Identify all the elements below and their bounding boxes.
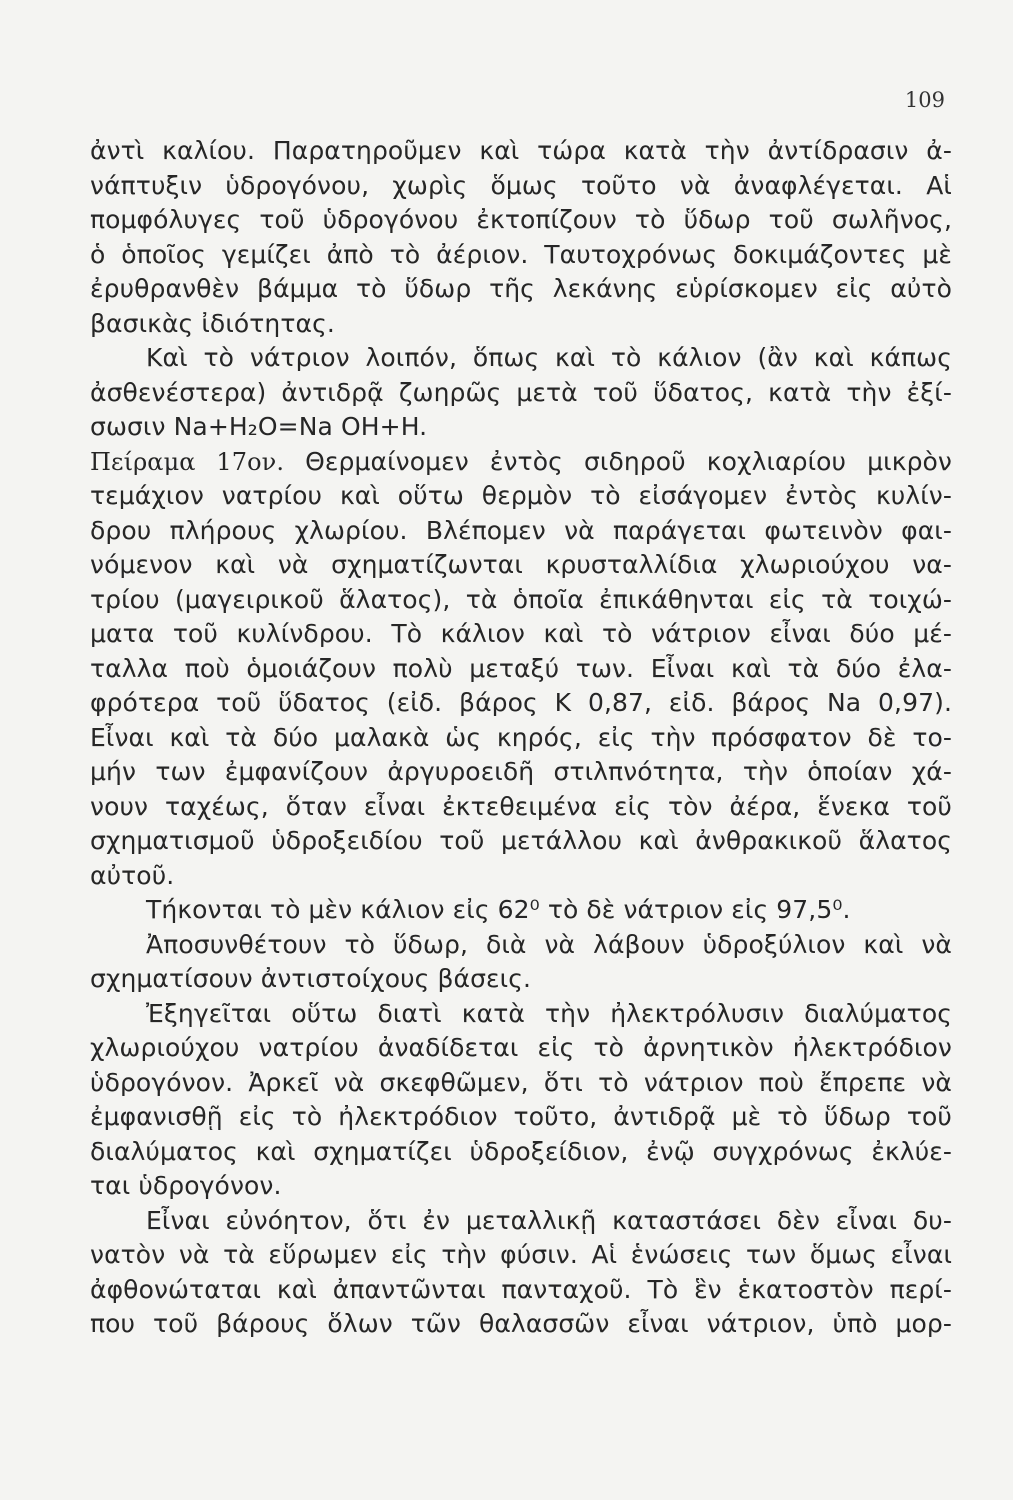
experiment-line xyxy=(90,445,952,480)
text-line: ἀσθενέστερα) ἀντιδρᾷ ζωηρῶς μετὰ τοῦ ὕδατος, κατὰ τὴν ἐξί- xyxy=(90,377,952,407)
text-line: νατὸν νὰ τὰ εὕρωμεν εἰς τὴν φύσιν. Αἱ ἑνώσεις των ὅμως εἶναι xyxy=(90,1240,952,1269)
text-line: τρίου (μαγειρικοῦ ἅλατος), τὰ ὁποῖα ἐπικάθηνται εἰς τὰ τοιχώ- xyxy=(90,584,952,614)
text-line: Ἐξηγεῖται οὕτω διατὶ κατὰ τὴν ἠλεκτρόλυσιν διαλύματος xyxy=(146,998,952,1028)
text-line: Εἶναι καὶ τὰ δύο μαλακὰ ὡς κηρός, εἰς τὴν πρόσφατον δὲ το- xyxy=(90,722,952,752)
text-line: Καὶ τὸ νάτριον λοιπόν, ὅπως καὶ τὸ κάλιον (ἂν καὶ κάπως xyxy=(146,343,952,372)
text-line: μήν των ἐμφανίζουν ἀργυροειδῆ στιλπνότητα, τὴν ὁποίαν χά- xyxy=(90,757,952,786)
text-line: διαλύματος καὶ σχηματίζει ὑδροξείδιον, ἐνῷ συγχρόνως ἐκλύε- xyxy=(90,1136,952,1166)
text-line: που τοῦ βάρους ὅλων τῶν θαλασσῶν εἶναι νάτριον, ὑπὸ μορ- xyxy=(90,1309,952,1338)
text-line: Ἀποσυνθέτουν τὸ ὕδωρ, διὰ νὰ λάβουν ὑδροξύλιον καὶ νὰ xyxy=(146,929,952,959)
text-line: ἀντὶ καλίου. Παρατηροῦμεν καὶ τώρα κατὰ τὴν ἀντίδρασιν ἀ- xyxy=(90,136,952,165)
text-line: αὐτοῦ. xyxy=(90,860,175,890)
text-line: ται ὑδρογόνον. xyxy=(90,1171,282,1200)
text-line: ἐμφανισθῇ εἰς τὸ ἠλεκτρόδιον τοῦτο, ἀντιδρᾷ μὲ τὸ ὕδωρ τοῦ xyxy=(90,1102,952,1131)
text-line: ἐρυθρανθὲν βάμμα τὸ ὕδωρ τῆς λεκάνης εὑρίσκομεν εἰς αὐτὸ xyxy=(90,274,952,303)
text-line: σωσιν Na+H₂O=Na OH+H. xyxy=(90,412,428,441)
experiment-heading: Πείραμα 17ον. xyxy=(90,447,285,476)
text-line: νόμενον καὶ νὰ σχηματίζωνται κρυσταλλίδια χλωριούχου να- xyxy=(90,550,952,579)
text-line: φρότερα τοῦ ὕδατος (εἰδ. βάρος K 0,87, εἰδ. βάρος Na 0,97). xyxy=(90,688,952,717)
text-line: χλωριούχου νατρίου ἀναδίδεται εἰς τὸ ἀρνητικὸν ἠλεκτρόδιον xyxy=(90,1033,952,1062)
text-line: βασικὰς ἰδιότητας. xyxy=(90,308,335,338)
body-text xyxy=(90,134,952,1342)
text-line: τεμάχιον νατρίου καὶ οὕτω θερμὸν τὸ εἰσάγομεν ἐντὸς κυλίν- xyxy=(90,481,952,510)
text-line: σχηματίσουν ἀντιστοίχους βάσεις. xyxy=(90,964,532,993)
text-line: νουν ταχέως, ὅταν εἶναι ἐκτεθειμένα εἰς τὸν ἀέρα, ἕνεκα τοῦ xyxy=(90,791,952,821)
text-line: δρου πλήρους χλωρίου. Βλέπομεν νὰ παράγεται φωτεινὸν φαι- xyxy=(90,515,952,545)
text-line: Τήκονται τὸ μὲν κάλιον εἰς 62⁰ τὸ δὲ νάτριον εἰς 97,5⁰. xyxy=(146,895,851,924)
text-line: ὁ ὁποῖος γεμίζει ἀπὸ τὸ ἀέριον. Ταυτοχρόνως δοκιμάζοντες μὲ xyxy=(90,239,952,269)
text-line: ματα τοῦ κυλίνδρου. Τὸ κάλιον καὶ τὸ νάτριον εἶναι δύο μέ- xyxy=(90,619,952,648)
page-number: 109 xyxy=(904,88,945,112)
text-line: πομφόλυγες τοῦ ὑδρογόνου ἐκτοπίζουν τὸ ὕδωρ τοῦ σωλῆνος, xyxy=(90,205,952,234)
text-line: ταλλα ποὺ ὁμοιάζουν πολὺ μεταξύ των. Εἶναι καὶ τὰ δύο ἐλα- xyxy=(90,653,952,683)
text-line: ἀφθονώταται καὶ ἀπαντῶνται πανταχοῦ. Τὸ ἓν ἑκατοστὸν περί- xyxy=(90,1274,952,1304)
text-line: Εἶναι εὐνόητον, ὅτι ἐν μεταλλικῇ καταστάσει δὲν εἶναι δυ- xyxy=(146,1205,952,1235)
text-line: νάπτυξιν ὑδρογόνου, χωρὶς ὅμως τοῦτο νὰ ἀναφλέγεται. Αἱ xyxy=(90,170,952,200)
experiment-text: Θερμαίνομεν ἐντὸς σιδηροῦ κοχλιαρίου μικρὸν xyxy=(284,446,952,476)
text-line: σχηματισμοῦ ὑδροξειδίου τοῦ μετάλλου καὶ ἀνθρακικοῦ ἅλατος xyxy=(90,826,952,855)
text-line: ὑδρογόνον. Ἀρκεῖ νὰ σκεφθῶμεν, ὅτι τὸ νάτριον ποὺ ἔπρεπε νὰ xyxy=(90,1067,952,1097)
